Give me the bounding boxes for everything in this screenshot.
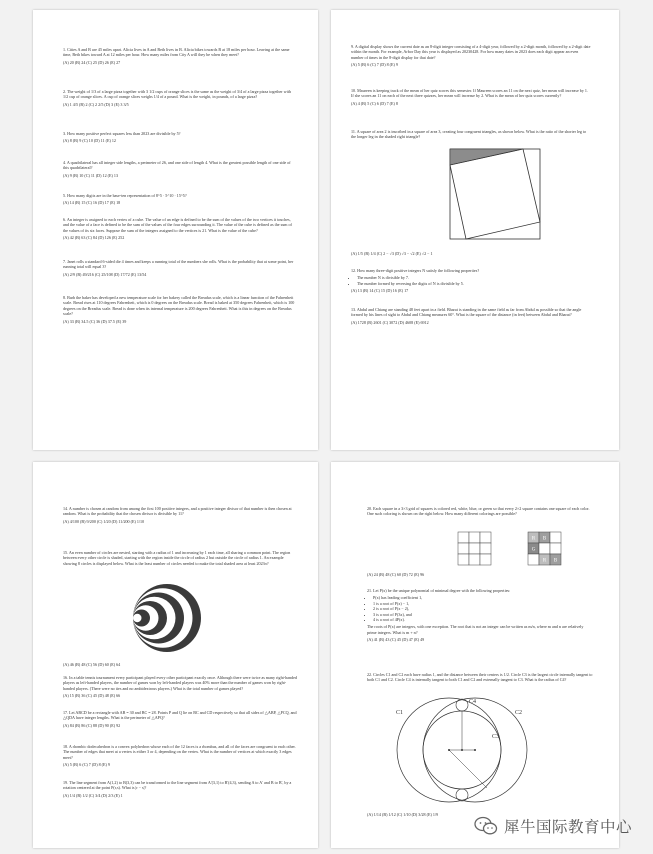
c2-label: C2	[515, 710, 523, 716]
blank-grid-cell	[458, 554, 469, 565]
question-20: 20. Each square in a 3×3 grid of squares is colored red, white, blue, or green so that every 2×2 square contains one square of each color. One such coloring is shown on the right below. How many different colorings are possible?	[367, 506, 590, 517]
grid-color-label: G	[531, 547, 536, 553]
question-5: 5. How many digits are in the base-ten representation of 8^5 · 5^10 · 15^5? (A) 14 (B) 15 (C) 16 (D) 17 (E) 18	[63, 193, 187, 206]
question-13: 13. Abdul and Chiang are standing 48 feet apart in a field. Bharat is standing in the same field as far from Abdul as possible so that the angle formed by his lines of sight to Abdul and Chiang measures 60°. What is the square of the distance (in feet) between Abdul and Bharat? (A) 1728 (B) 2601 (C) 3072 (D) 4608 (E) 6912	[351, 307, 582, 325]
wechat-icon	[474, 816, 498, 836]
question-8: 8. Barb the baker has developed a new temperature scale for her bakery called the Breadus scale, which is a linear function of the Fahrenheit scale. Bread rises at 110 degrees Fahrenheit, which is 0 degrees on the Breadus scale. Bread is baked at 350 degrees Fahrenheit, which is 100 degrees on the Breadus scale. Bread is done when its internal temperature is 200 degrees Fahrenheit. What is this in degrees on the Breadus scale? (A) 33 (B) 34.5 (C) 36 (D) 37.5 (E) 39	[63, 295, 295, 324]
c4-label: C4	[469, 699, 477, 705]
blank-grid-cell	[469, 543, 480, 554]
grid-color-label: B	[542, 536, 547, 542]
nested-circles-figure	[132, 583, 202, 653]
question-3: 3. How many positive perfect squares less than 2023 are divisible by 5? (A) 8 (B) 9 (C) 10 (D) 11 (E) 12	[63, 131, 181, 144]
question-21-properties: • P(x) has leading coefficient 1, • 1 is a root of P(x) − 1, • 2 is a root of P(x − 2), • 3 is a root of P(3x), and • 4 is a root of 4P(x).	[373, 595, 593, 622]
question-19: 19. The line segment from A(1,2) to B(3,3) can be transformed to the line segment from A'(3,1) to B'(4,3), sending A to A' and B to B', by a rotation centered at the point P(r,s). What is |r − s|? (A) 1/4 (B) 1/2 (C) 3/4 (D) 2/3 (E) 1	[63, 780, 292, 798]
colored-grid-cell	[550, 543, 561, 554]
question-22-options: (A) 1/14 (B) 1/12 (C) 1/10 (D) 3/28 (E) 1/9	[367, 812, 439, 817]
question-2: 2. The weight of 1/3 of a large pizza together with 3 1/2 cups of orange slices is the same as the weight of 3/4 of a large pizza together with 1/2 cup of orange slices. A cup of orange slices weighs 1/4 of a pound. What is the weight, in pounds, of a large pizza? (A) 1 4/5 (B) 2 (C) 2 2/5 (D) 3 (E) 3 3/5	[63, 89, 291, 107]
blank-grid-cell	[480, 532, 491, 543]
page-1	[33, 10, 318, 450]
blank-grid-cell	[469, 554, 480, 565]
question-21: 21. Let P(x) be the unique polynomial of minimal degree with the following properties: • P(x) has leading coefficient 1, • 1 is a root of P(x) − 1, • 2 is a root of P(x − 2), • 3 is a root of P(3x), and • 4 is a root of 4P(x). The roots of P(x) are integers, with one exception. The root that is not an integer can be written as m/n, where m and n are relatively prime integers. What is m + n? (A) 41 (B) 43 (C) 45 (D) 47 (E) 49	[367, 588, 593, 643]
watermark	[474, 814, 644, 838]
question-10: 10. Maureen is keeping track of the mean of her quiz scores this semester. If Maureen scores an 11 on the next quiz, her mean will increase by 1. If she scores an 11 on each of the next three quizzes, her mean will increase by 2. What is the mean of her quiz scores currently? (A) 4 (B) 5 (C) 6 (D) 7 (E) 8	[351, 88, 588, 106]
question-16: 16. In a table tennis tournament every participant played every other participant exactly once. Although there were twice as many right-handed players as left-handed players, the number of games won by left-handed players was 40% more than the number of games won by right-handed players. (There were no ties and no ambidextrous players.) What is the total number of games played? (A) 15 (B) 36 (C) 45 (D) 48 (E) 66	[63, 675, 297, 699]
question-15: 15. An even number of circles are nested, starting with a radius of 1 and increasing by 1 each time, all sharing a common point. The region between every other circle is shaded, starting with the region inside the circle of radius 2 but outside the circle of radius 1. An example showing 8 circles is displayed below. What is the least number of circles needed to make the total shaded area at least 2023π?	[63, 550, 291, 566]
blank-grid-cell	[480, 543, 491, 554]
blank-grid-cell	[469, 532, 480, 543]
question-12-conditions: • The number N is divisible by 7. • The number formed by reversing the digits of N is divisible by 5.	[357, 275, 591, 286]
inscribed-square-figure	[449, 148, 541, 240]
c3-label: C3	[492, 734, 500, 740]
c1-label: C1	[396, 710, 404, 716]
grid-figure	[456, 530, 576, 566]
page-2	[331, 10, 619, 450]
question-4: 4. A quadrilateral has all integer side lengths, a perimeter of 26, and one side of length 4. What is the greatest possible length of one side of this quadrilateral? (A) 9 (B) 10 (C) 11 (D) 12 (E) 13	[63, 160, 291, 178]
question-15-options: (A) 46 (B) 48 (C) 56 (D) 60 (E) 64	[63, 662, 121, 667]
colored-grid-cell	[528, 554, 539, 565]
question-9: 9. A digital display shows the current date as an 8-digit integer consisting of a 4-digit year, followed by a 2-digit month, followed by a 2-digit date within the month. For example, Arbor Day this year is displayed as 20230428. For how many dates in 2023 does each digit appear an even number of times in the 8-digit display for that date? (A) 5 (B) 6 (C) 7 (D) 8 (E) 9	[351, 44, 591, 68]
page-3	[33, 462, 318, 848]
colored-grid	[528, 532, 561, 565]
question-17: 17. Let ABCD be a rectangle with AB = 30 and BC = 28. Points P and Q lie on BC and CD respectively so that all sides of △ABP, △PCQ, and △QDA have integer lengths. What is the perimeter of △APQ? (A) 84 (B) 86 (C) 88 (D) 90 (E) 92	[63, 710, 297, 728]
blank-grid	[458, 532, 491, 565]
question-11-options: (A) 1/5 (B) 1/4 (C) 2 − √3 (D) √3 − √2 (E) √2 − 1	[351, 251, 433, 256]
grid-color-label: R	[531, 536, 536, 542]
question-14: 14. A number is chosen at random from among the first 100 positive integers, and a positive integer divisor of that number is then chosen at random. What is the probability that the chosen divisor is divisible by 11? (A) 4/100 (B) 9/200 (C) 1/20 (D) 11/200 (E) 1/10	[63, 506, 292, 524]
watermark-text: 犀牛国际教育中心	[504, 818, 633, 836]
question-20-options: (A) 24 (B) 48 (C) 60 (D) 72 (E) 96	[367, 572, 425, 577]
question-7: 7. Janet rolls a standard 6-sided die 4 times and keeps a running total of the numbers she rolls. What is the probability that at some point, her running total will equal 3? (A) 2/9 (B) 49/216 (C) 25/108 (D) 17/72 (E) 13/54	[63, 259, 294, 277]
question-6: 6. An integer is assigned to each vertex of a cube. The value of an edge is defined to be the sum of the values of the two vertices it touches, and the value of a face is defined to be the sum of the values of the four edges surrounding it. The value of the cube is defined as the sum of the values of its six faces. Suppose the sum of the integers assigned to the vertices is 21. What is the value of the cube? (A) 42 (B) 63 (C) 84 (D) 126 (E) 252	[63, 217, 292, 241]
blank-grid-cell	[458, 532, 469, 543]
blank-grid-cell	[458, 543, 469, 554]
grid-color-label: B	[553, 558, 558, 564]
colored-grid-cell	[550, 532, 561, 543]
tangent-circles-figure	[389, 690, 529, 806]
colored-grid-cell	[539, 543, 550, 554]
question-12: 12. How many three-digit positive integers N satisfy the following properties? • The number N is divisible by 7. • The number formed by reversing the digits of N is divisible by 5. (A) 13 (B) 14 (C) 15 (D) 16 (E) 17	[351, 268, 591, 294]
grid-color-label: R	[542, 558, 547, 564]
question-11: 11. A square of area 2 is inscribed in a square of area 3, creating four congruent triangles, as shown below. What is the ratio of the shorter leg to the longer leg in the shaded right triangle?	[351, 129, 587, 140]
question-1: 1. Cities A and B are 45 miles apart. Alicia lives in A and Beth lives in B. Alicia bikes towards B at 18 miles per hour. Leaving at the same time, Beth bikes toward A at 12 miles per hour. How many miles from City A will they be when they meet? (A) 20 (B) 24 (C) 25 (D) 26 (E) 27	[63, 47, 290, 65]
question-18: 18. A rhombic dodecahedron is a convex polyhedron whose each of the 12 faces is a rhombus, and all of the faces are congruent to each other. The number of edges that meet at a vertex is either 3 or 4, depending on the vertex. What is the number of vertices at which exactly 3 edges meet? (A) 5 (B) 6 (C) 7 (D) 8 (E) 9	[63, 744, 296, 768]
blank-grid-cell	[480, 554, 491, 565]
question-22: 22. Circles C1 and C2 each have radius 1, and the distance between their centers is 1/2. Circle C3 is the largest circle internally tangent to both C1 and C2. Circle C4 is internally tangent to both C1 and C2 and externally tangent to C3. What is the radius of C4?	[367, 672, 593, 683]
page-4	[331, 462, 619, 848]
